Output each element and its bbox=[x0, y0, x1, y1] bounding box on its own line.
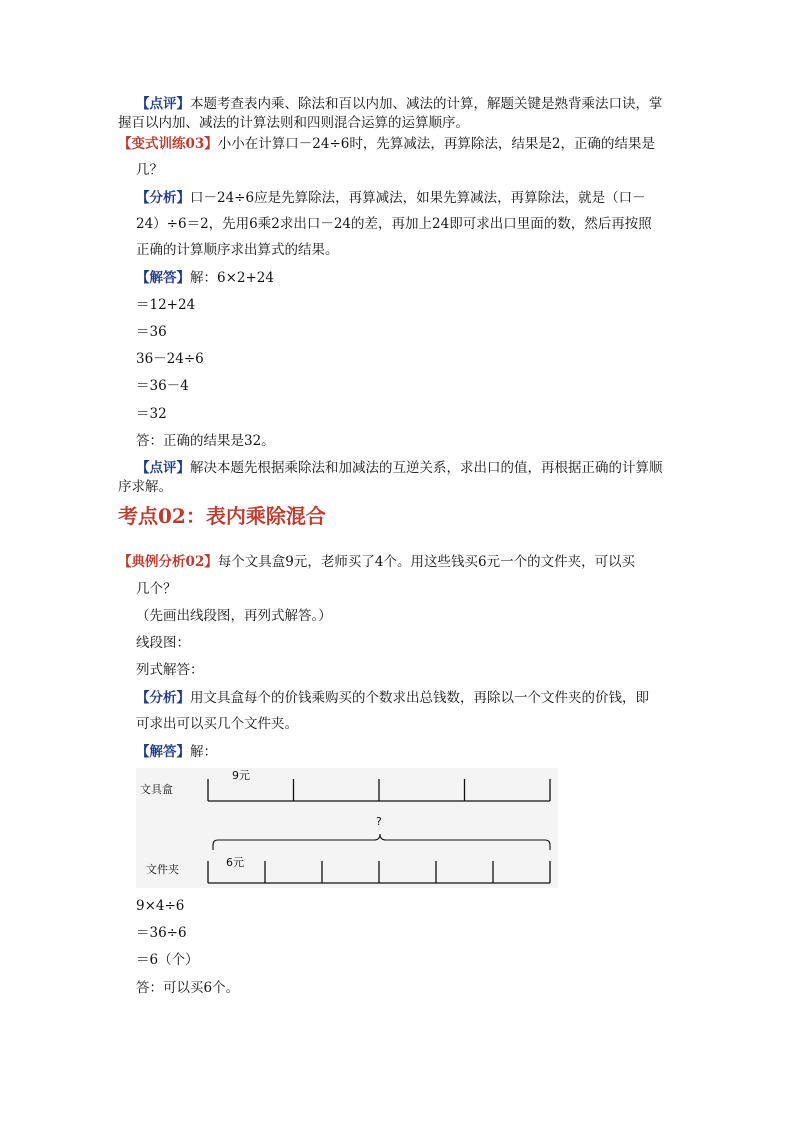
comment-line-1 bbox=[136, 94, 663, 114]
diagram-question-mark: ? bbox=[376, 815, 382, 828]
answer1-step-1: ＝12+24 bbox=[136, 297, 196, 313]
answer1-step-4: ＝36－4 bbox=[136, 378, 189, 394]
answer1-step-5: ＝32 bbox=[136, 406, 167, 422]
line-segment-diagram bbox=[136, 768, 558, 888]
analysis1-line-1 bbox=[136, 188, 646, 208]
answer2-conclusion: 答：可以买6个。 bbox=[136, 980, 240, 996]
answer2-step-2: ＝36÷6 bbox=[136, 925, 187, 941]
variant-line-2: 几？ bbox=[136, 162, 163, 178]
analysis2-text-1: 用文具盒每个的价钱乘购买的个数求出总钱数，再除以一个文件夹的价钱，即 bbox=[190, 690, 649, 706]
analysis1-line-3: 正确的计算顺序求出算式的结果。 bbox=[136, 242, 339, 258]
answer2-step-3: ＝6（个） bbox=[136, 952, 199, 968]
answer1-step-2: ＝36 bbox=[136, 324, 167, 340]
comment2-tag: 【点评】 bbox=[136, 460, 190, 476]
comment-line-2: 握百以内加、减法的计算法则和四则混合运算的运算顺序。 bbox=[118, 115, 469, 131]
answer2-tag: 【解答】 bbox=[136, 744, 190, 760]
answer1-conclusion: 答：正确的结果是32。 bbox=[136, 433, 275, 449]
example-line-2: 几个？ bbox=[136, 581, 177, 597]
analysis2-tag: 【分析】 bbox=[136, 690, 190, 706]
example-line-3: （先画出线段图，再列式解答。） bbox=[136, 608, 332, 624]
diagram-top-unit: 9元 bbox=[232, 769, 250, 782]
comment-tag: 【点评】 bbox=[136, 96, 190, 112]
example-line-4: 线段图： bbox=[136, 635, 190, 651]
comment2-line-1 bbox=[136, 458, 663, 478]
comment2-line-2: 序求解。 bbox=[118, 479, 172, 495]
variant-line-1 bbox=[118, 134, 655, 154]
answer1-head-line bbox=[136, 268, 274, 288]
example-text-1: 每个文具盒9元，老师买了4个。用这些钱买6元一个的文件夹，可以买 bbox=[217, 554, 636, 570]
comment2-text-1: 解决本题先根据乘除法和加减法的互逆关系，求出口的值，再根据正确的计算顺 bbox=[190, 460, 663, 476]
comment-text-1: 本题考查表内乘、除法和百以内加、减法的计算，解题关键是熟背乘法口诀，掌 bbox=[190, 96, 663, 112]
answer2-head-line bbox=[136, 742, 217, 762]
answer1-head: 解：6×2+24 bbox=[190, 270, 274, 286]
diagram-label-pencil-box: 文具盒 bbox=[140, 783, 173, 796]
analysis2-line-2: 可求出可以买几个文件夹。 bbox=[136, 716, 298, 732]
answer2-step-1: 9×4÷6 bbox=[136, 898, 185, 914]
answer1-tag: 【解答】 bbox=[136, 270, 190, 286]
variant-text-1: 小小在计算口－24÷6时，先算减法，再算除法，结果是2，正确的结果是 bbox=[217, 136, 655, 152]
analysis1-line-2: 24）÷6＝2，先用6乘2求出口－24的差，再加上24即可求出口里面的数，然后再按照 bbox=[136, 216, 652, 232]
variant-tag: 【变式训练03】 bbox=[118, 136, 218, 152]
section-title: 考点02：表内乘除混合 bbox=[118, 504, 326, 528]
analysis1-text-1: 口－24÷6应是先算除法，再算减法，如果先算减法，再算除法，就是（口－ bbox=[190, 190, 646, 206]
example-line-1 bbox=[118, 552, 635, 572]
analysis2-line-1 bbox=[136, 688, 649, 708]
answer2-head: 解： bbox=[190, 744, 217, 760]
example-tag: 【典例分析02】 bbox=[118, 554, 218, 570]
diagram-label-folder: 文件夹 bbox=[146, 863, 179, 876]
example-line-5: 列式解答： bbox=[136, 662, 204, 678]
answer1-step-3: 36－24÷6 bbox=[136, 351, 204, 367]
diagram-bottom-unit: 6元 bbox=[226, 856, 244, 869]
analysis1-tag: 【分析】 bbox=[136, 190, 190, 206]
